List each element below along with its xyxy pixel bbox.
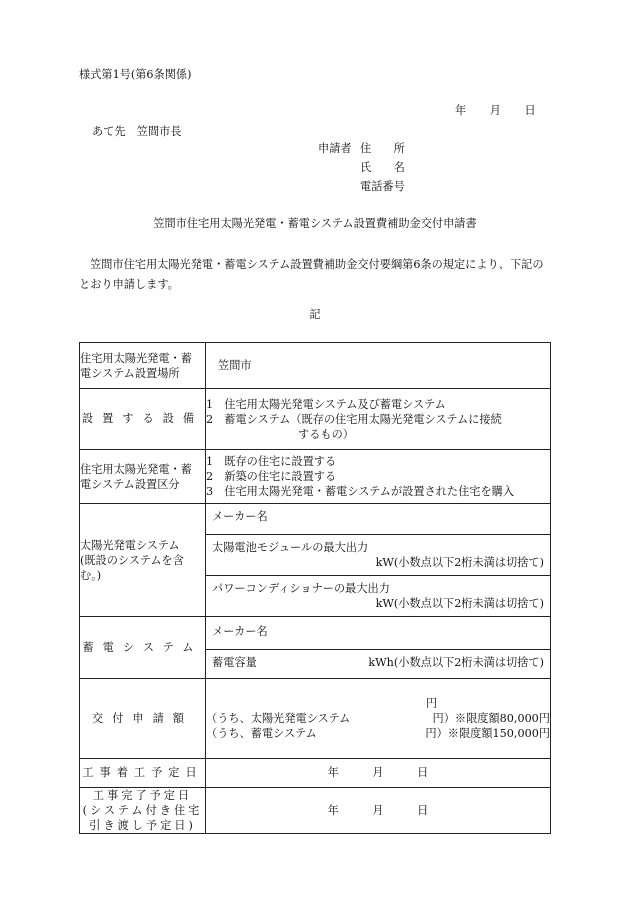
amount-value[interactable]: 円 （うち、太陽光発電システム 円）※限度額80,000円 （うち、蓄電システム 円）※限度額150,000円	[206, 679, 551, 759]
end-date-value[interactable]: 年 月 日	[206, 788, 551, 834]
battery-label: 蓄電システム	[80, 617, 206, 679]
solar-maker[interactable]: メーカー名	[212, 510, 268, 523]
amount-label: 交付申請額	[80, 679, 206, 759]
applicant-name-label: 氏 名	[360, 161, 405, 174]
end-date-label: 工事完了予定日 (システム付き住宅 引き渡し予定日)	[80, 788, 206, 834]
equipment-options[interactable]: 1 住宅用太陽光発電システム及び蓄電システム 2 蓄電システム（既存の住宅用太陽光発電システムに接続 するもの）	[206, 389, 551, 450]
document-title: 笠間市住宅用太陽光発電・蓄電システム設置費補助金交付申請書	[153, 217, 477, 230]
ki-heading: 記	[309, 308, 321, 321]
row-end-date	[80, 788, 551, 834]
category-label: 住宅用太陽光発電・蓄 電システム設置区分	[80, 450, 206, 504]
applicant-phone-label: 電話番号	[360, 180, 405, 193]
row-category	[80, 450, 551, 504]
applicant-label: 申請者	[318, 142, 352, 155]
addressee: あて先 笠間市長	[92, 125, 182, 138]
battery-maker[interactable]: メーカー名	[212, 625, 268, 639]
location-value[interactable]: 笠間市	[206, 343, 551, 389]
row-solar	[80, 504, 551, 617]
row-start-date	[80, 759, 551, 788]
start-date-value[interactable]: 年 月 日	[206, 759, 551, 788]
equipment-label: 設置する設備	[80, 389, 206, 450]
date-line: 年 月 日	[455, 104, 536, 117]
battery-capacity[interactable]: 蓄電容量 kWh(小数点以下2桁未満は切捨て)	[206, 649, 550, 675]
form-id: 様式第1号(第6条関係)	[79, 68, 192, 81]
category-options[interactable]: 1 既存の住宅に設置する 2 新築の住宅に設置する 3 住宅用太陽光発電・蓄電システムが設置された住宅を購入	[206, 450, 551, 504]
solar-pcs-output[interactable]: パワーコンディショナーの最大出力 kW(小数点以下2桁未満は切捨て)	[206, 575, 550, 616]
applicant-address-label: 住 所	[360, 142, 405, 155]
start-date-label: 工事着工予定日	[80, 759, 206, 788]
solar-module-output[interactable]: 太陽電池モジュールの最大出力 kW(小数点以下2桁未満は切捨て)	[206, 534, 550, 575]
location-label: 住宅用太陽光発電・蓄 電システム設置場所	[80, 343, 206, 389]
solar-label: 太陽光発電システム (既設のシステムを含 む。)	[80, 504, 206, 617]
row-equipment	[80, 389, 551, 450]
application-table	[79, 342, 551, 834]
body-text: 笠間市住宅用太陽光発電・蓄電システム設置費補助金交付要綱第6条の規定により、下記のとおり申請します。	[79, 258, 544, 291]
row-location	[80, 343, 551, 389]
row-amount	[80, 679, 551, 759]
row-battery	[80, 617, 551, 679]
